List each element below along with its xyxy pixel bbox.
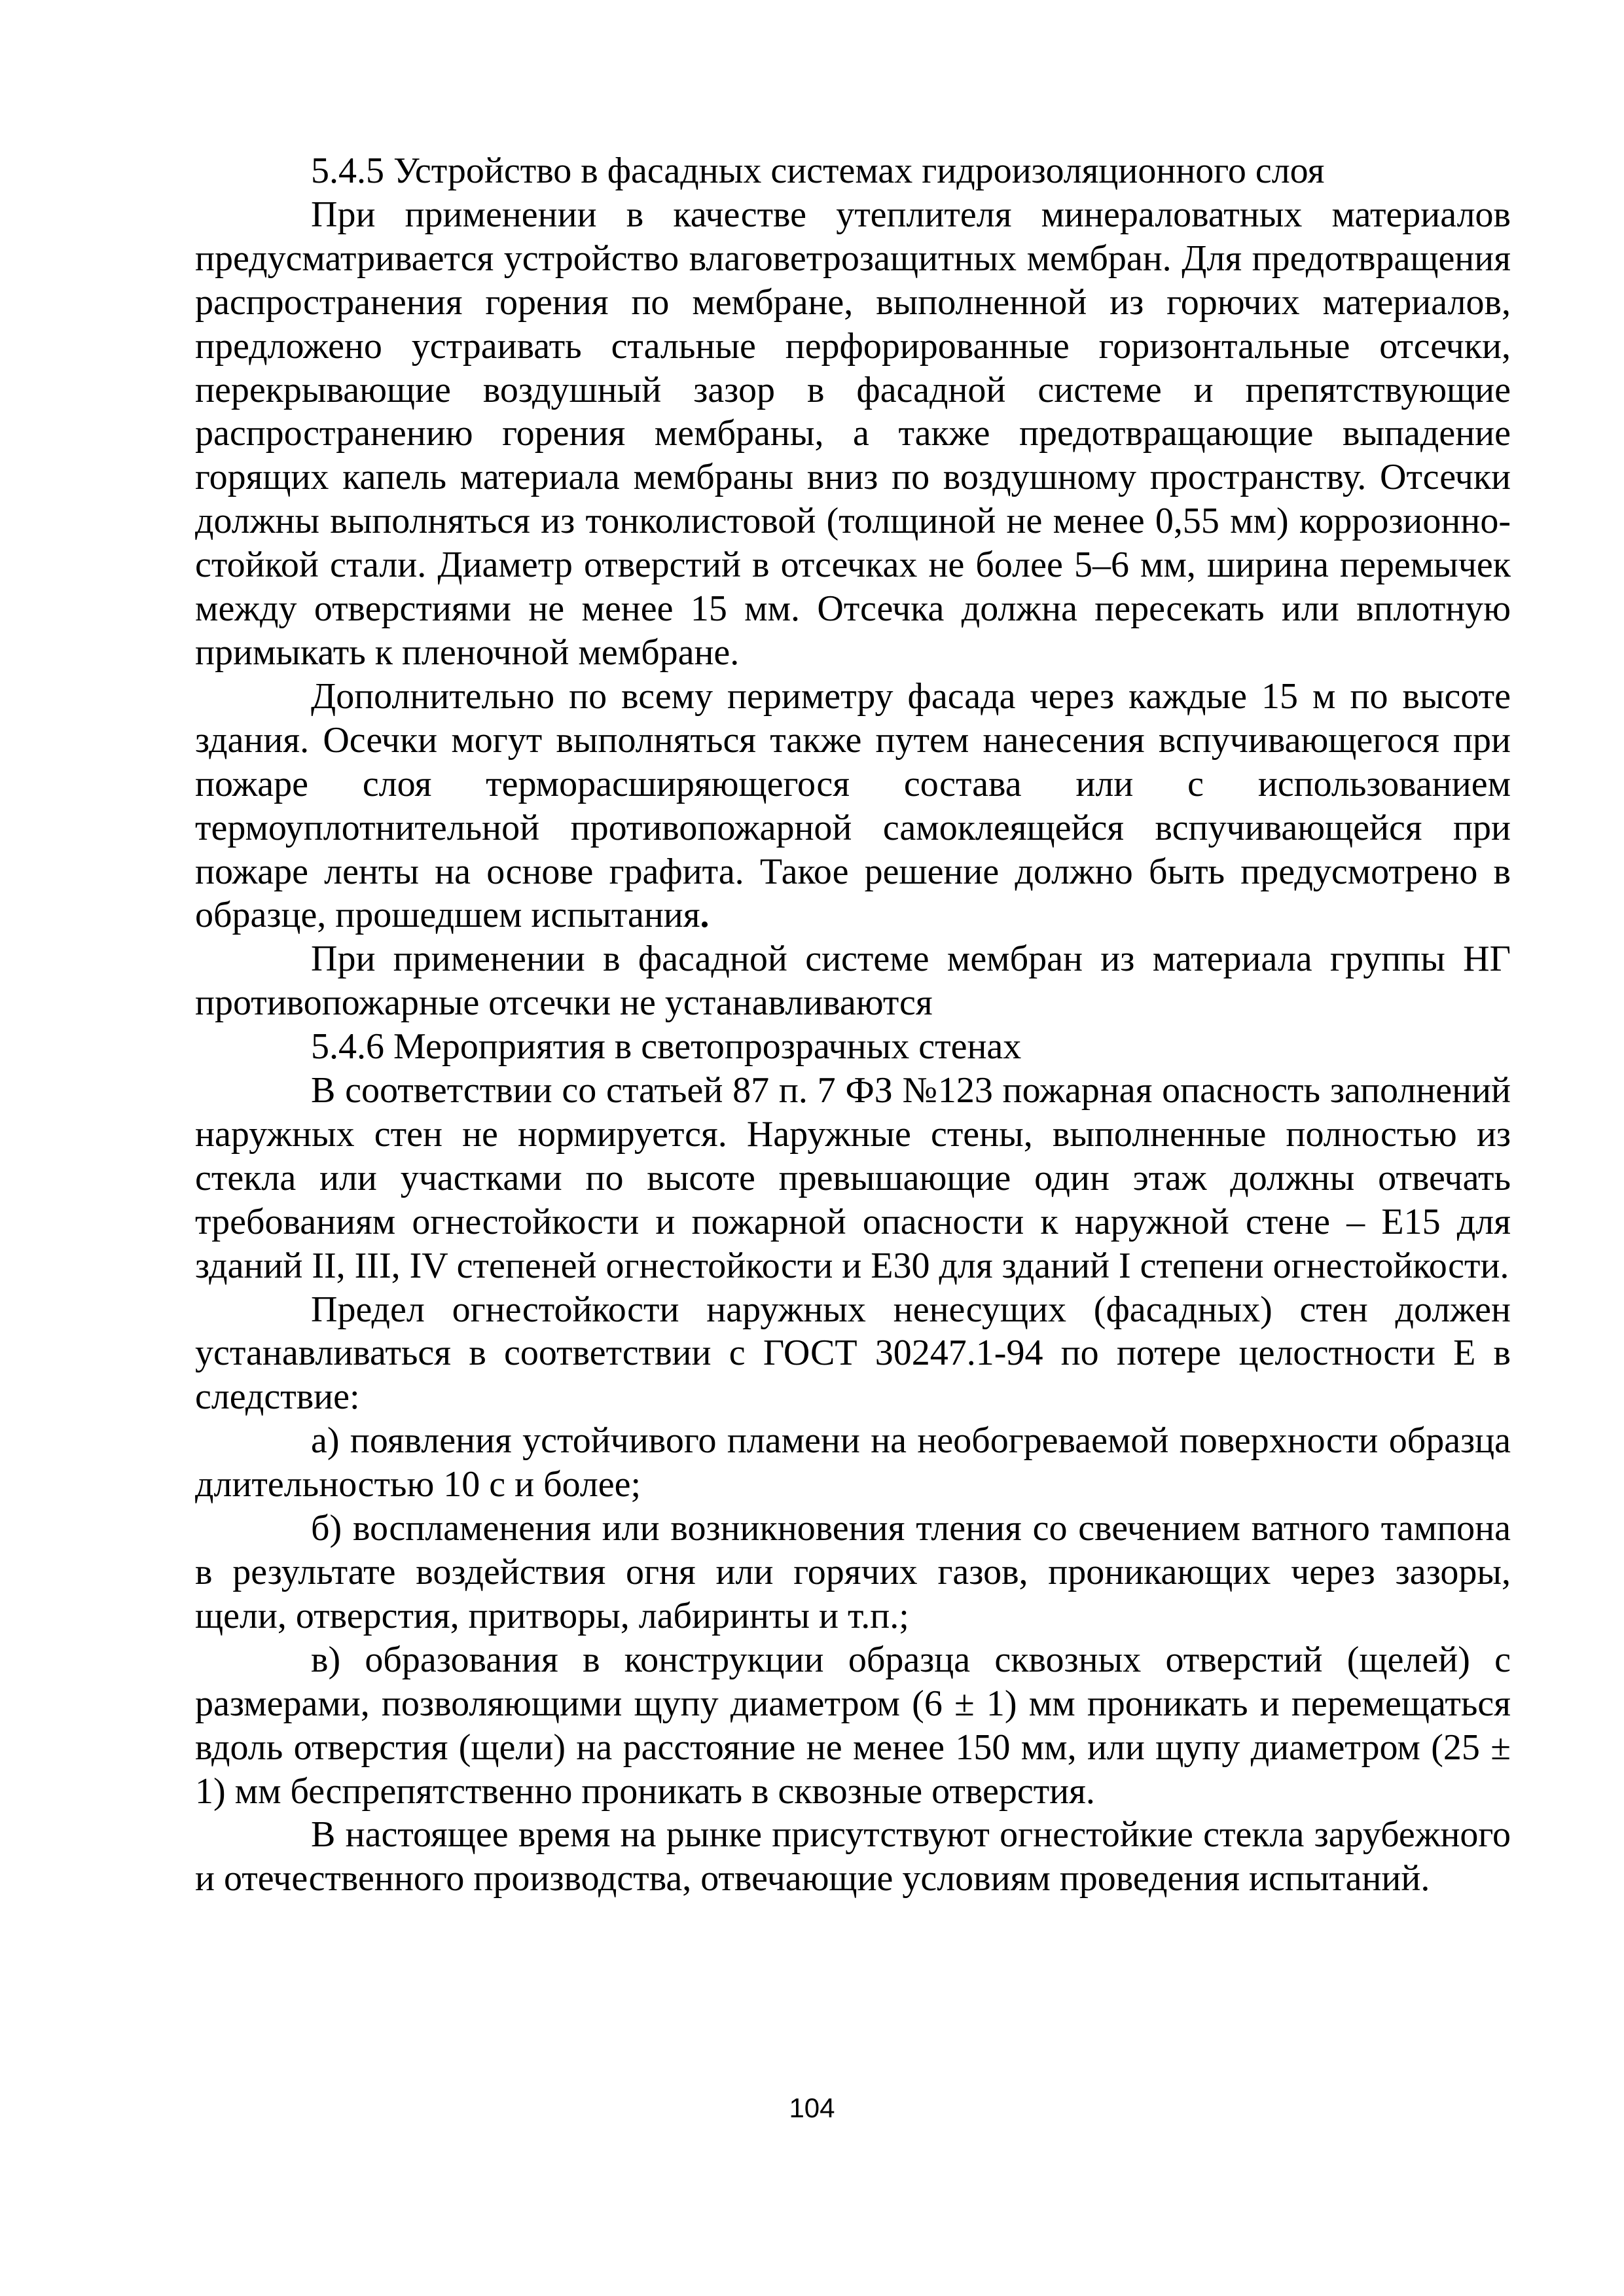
paragraph: В соответствии со статьей 87 п. 7 ФЗ №123 пожарная опасность заполнений наружных стен не нормируется. Наружные стены, выполненные полностью из стекла или участками по высоте превышающие один этаж должны отвечать требованиям огнестойкости и пожарной опасности к наружной стене – Е15 для зданий II, III, IV степеней огнестойкости и Е30 для зданий I степени огнестойкости. <box>195 1070 1511 1286</box>
list-item: б) воспламенения или возникновения тления со свечением ватного тампона в результате воздействия огня или горячих газов, проникающих через зазоры, щели, отверстия, притворы, лабиринты и т.п.; <box>195 1508 1511 1636</box>
paragraph: Предел огнестойкости наружных ненесущих (фасадных) стен должен устанавливаться в соответствии с ГОСТ 30247.1-94 по потере целостности Е в следствие: <box>195 1289 1511 1418</box>
section-heading-5-4-5: 5.4.5 Устройство в фасадных системах гидроизоляционного слоя <box>311 151 1325 191</box>
paragraph: При применении в качестве утеплителя минераловатных материалов предусматривается устройство влаговетрозащитных мембран. Для предотвращения распространения горения по мембране, выполненной из горючих материалов, предложено устраивать стальные перфорированные горизонтальные отсечки, перекрывающие воздушный зазор в фасадной системе и препятствующие распространению горения мембраны, а также предотвращающие выпадение горящих капель материала мембраны вниз по воздушному пространству. Отсечки должны выполняться из тонколистовой (толщиной не менее 0,55 мм) коррозионно-стойкой стали. Диаметр отверстий в отсечках не более 5–6 мм, ширина перемычек между отверстиями не менее 15 мм. Отсечка должна пересекать или вплотную примыкать к пленочной мембране. <box>195 194 1511 673</box>
page-number: 104 <box>789 2092 835 2123</box>
list-item: в) образования в конструкции образца сквозных отверстий (щелей) с размерами, позволяющими щупу диаметром (6 ± 1) мм проникать и перемещаться вдоль отверстия (щели) на расстояние не менее 150 мм, или щупу диаметром (25 ± 1) мм беспрепятственно проникать в сквозные отверстия. <box>195 1639 1511 1812</box>
paragraph-text: Дополнительно по всему периметру фасада через каждые 15 м по высоте здания. Осечки могут выполняться также путем нанесения вспучивающегося при пожаре слоя терморасширяющегося состава или с использованием термоуплотнительной противопожарной самоклеящейся вспучивающейся при пожаре ленты на основе графита. Такое решение должно быть предусмотрено в образце, прошедшем испытания <box>195 675 1511 936</box>
bold-period: . <box>700 895 710 936</box>
list-item: а) появления устойчивого пламени на необогреваемой поверхности образца длительностью 10 с и более; <box>195 1420 1511 1505</box>
paragraph <box>195 675 1511 937</box>
section-heading-5-4-6: 5.4.6 Мероприятия в светопрозрачных стенах <box>311 1026 1022 1067</box>
paragraph: При применении в фасадной системе мембран из материала группы НГ противопожарные отсечки не устанавливаются <box>195 939 1511 1024</box>
paragraph: В настоящее время на рынке присутствуют огнестойкие стекла зарубежного и отечественного производства, отвечающие условиям проведения испытаний. <box>195 1814 1511 1899</box>
page-content <box>195 149 1511 1901</box>
